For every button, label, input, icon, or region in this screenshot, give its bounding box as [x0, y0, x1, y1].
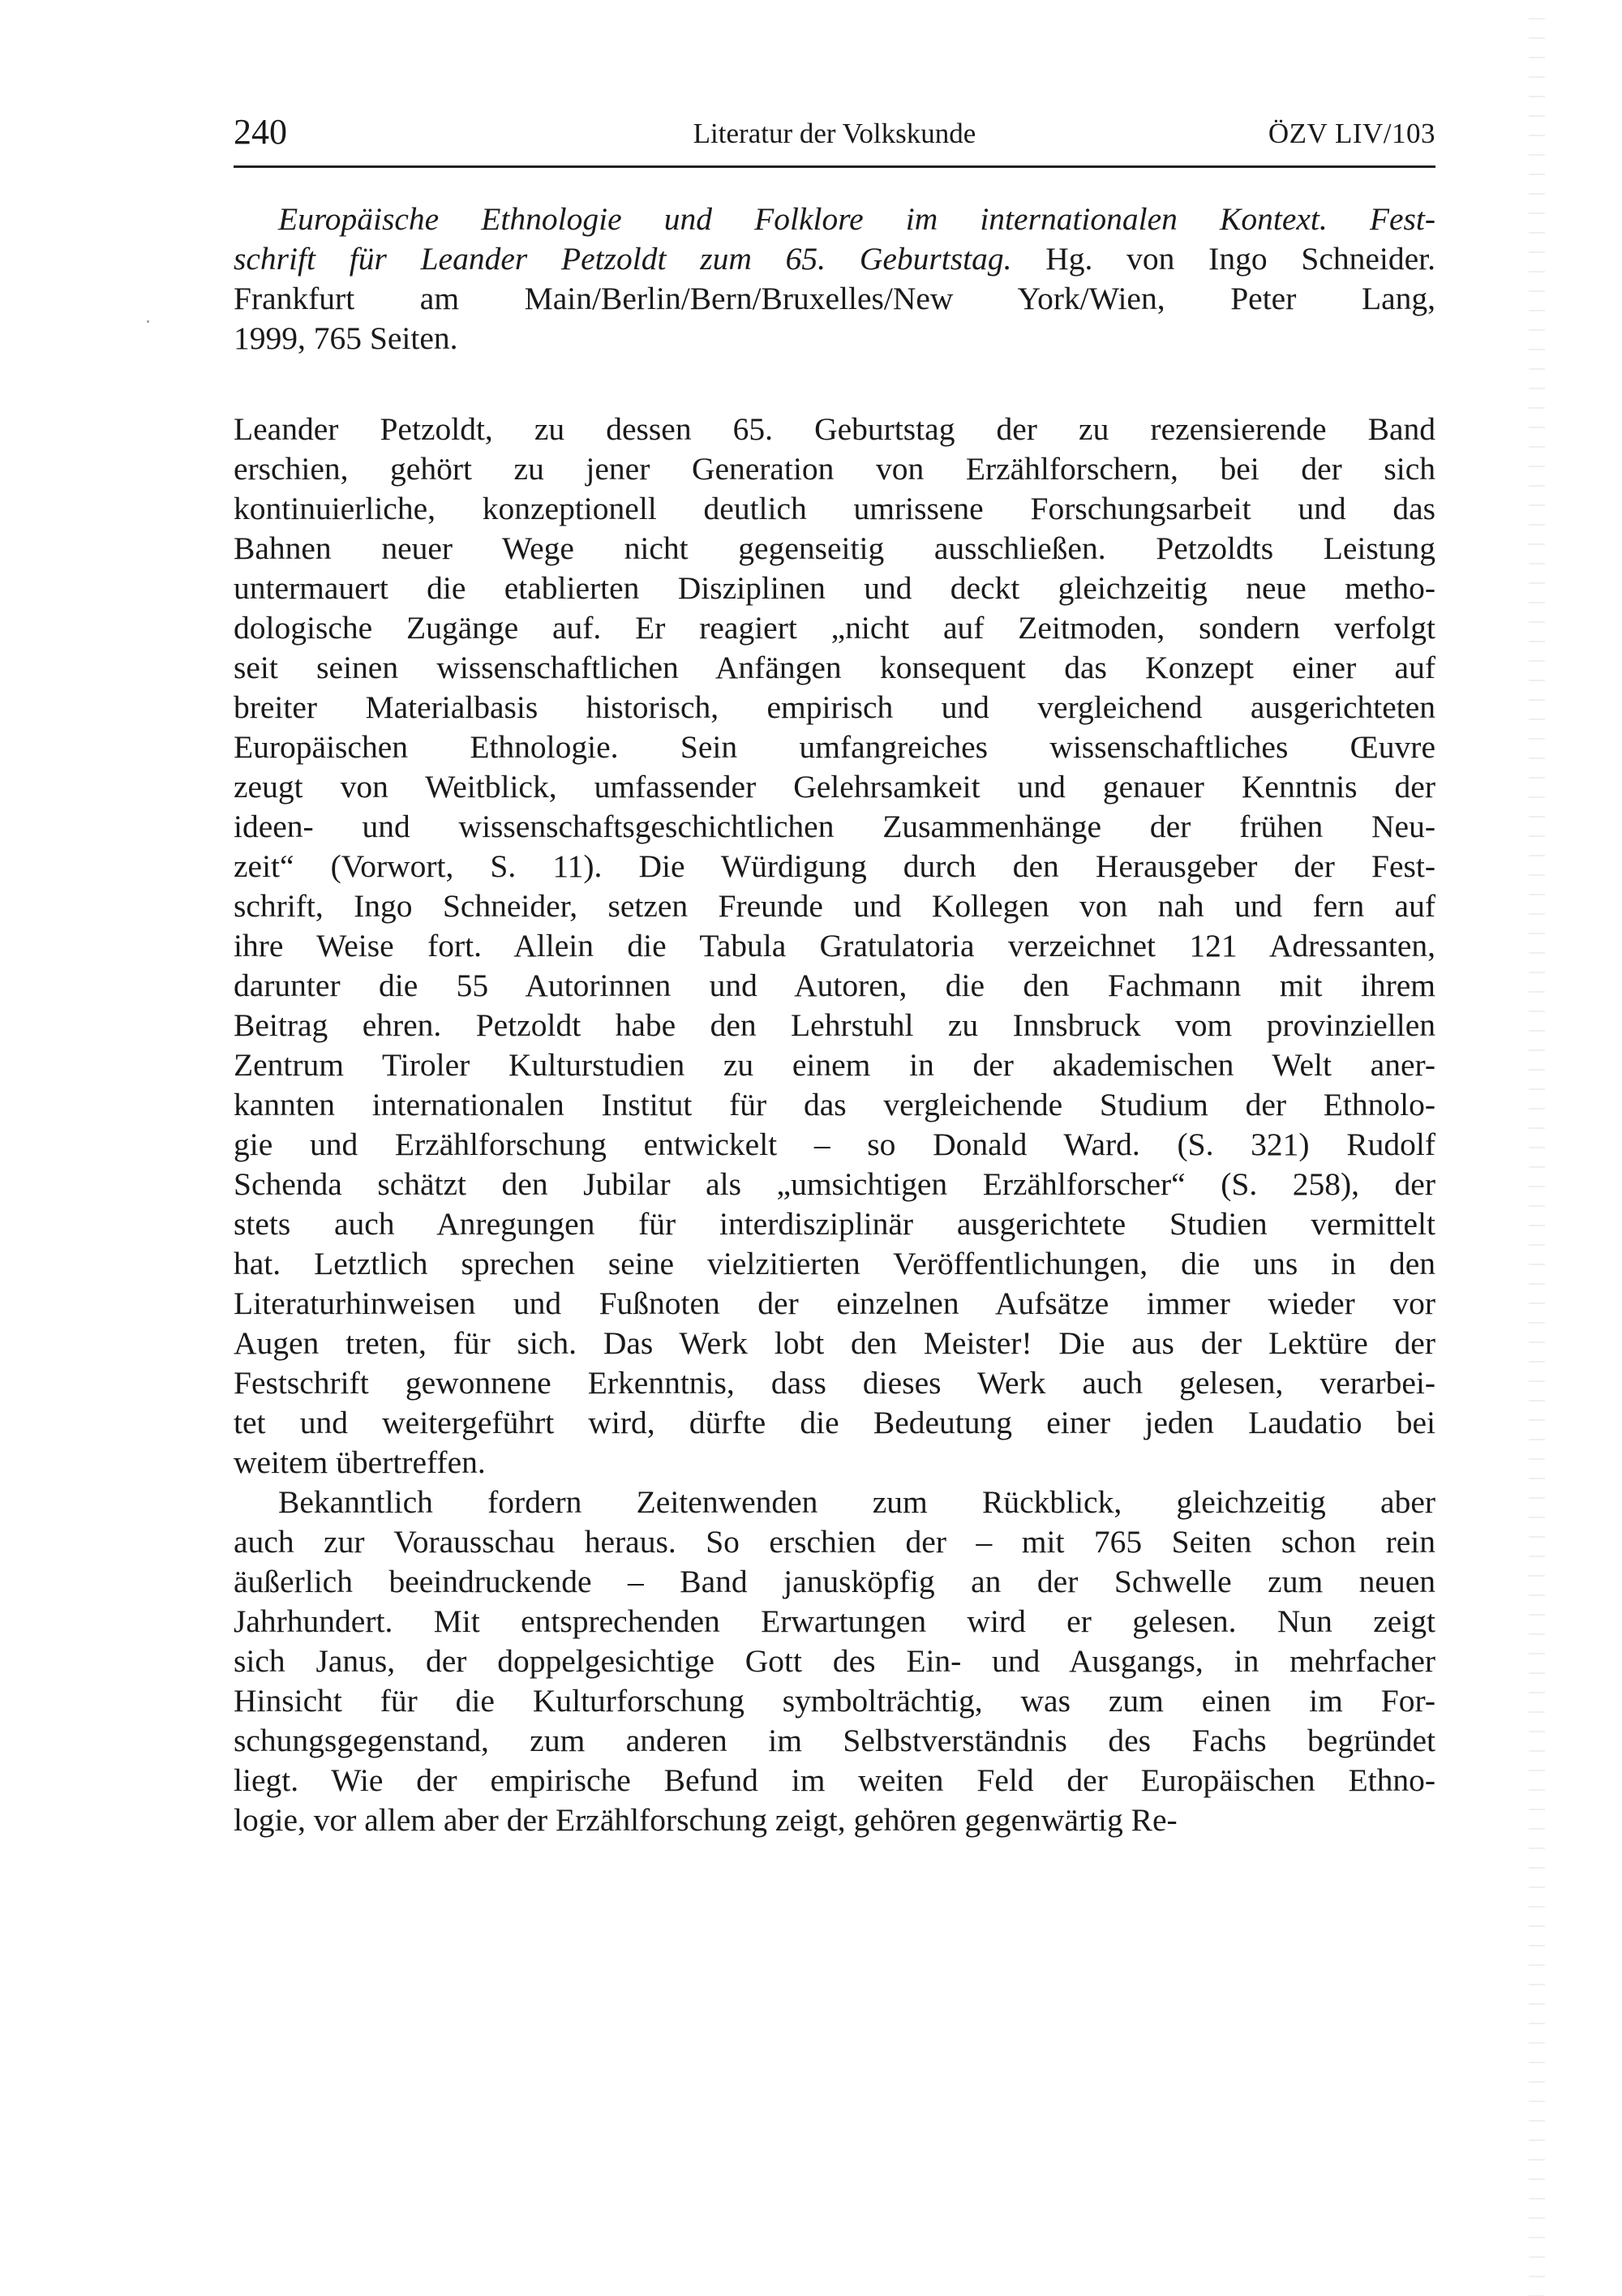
spacer	[234, 358, 1435, 410]
text-line: erschien, gehört zu jener Generation von Erzählforschern, bei der sich	[234, 451, 1435, 487]
text-line: äußerlich beeindruckende – Band janusköpfig an der Schwelle zum neuen	[234, 1564, 1435, 1599]
text-line: Europäischen Ethnologie. Sein umfangreiches wissenschaftliches Œuvre	[234, 729, 1435, 765]
text-line: weitem übertreffen.	[234, 1444, 486, 1480]
text-line: zeugt von Weitblick, umfassender Gelehrsamkeit und genauer Kenntnis der	[234, 769, 1435, 805]
text-line: Bekanntlich fordern Zeitenwenden zum Rückblick, gleichzeitig aber	[278, 1484, 1435, 1520]
text-line: gie und Erzählforschung entwickelt – so Donald Ward. (S. 321) Rudolf	[234, 1127, 1435, 1162]
text-line: hat. Letztlich sprechen seine vielzitierten Veröffentlichungen, die uns in den	[234, 1246, 1435, 1281]
scan-speck	[147, 320, 149, 323]
text-line: Zentrum Tiroler Kulturstudien zu einem in der akademischen Welt aner-	[234, 1047, 1435, 1083]
text-line: kannten internationalen Institut für das vergleichende Studium der Ethnolo-	[234, 1087, 1435, 1122]
text-line: schungsgegenstand, zum anderen im Selbstverständnis des Fachs begründet	[234, 1723, 1435, 1758]
text-line: seit seinen wissenschaftlichen Anfängen konsequent das Konzept einer auf	[234, 650, 1435, 685]
text-line: ihre Weise fort. Allein die Tabula Gratulatoria verzeichnet 121 Adressanten,	[234, 928, 1435, 963]
text-line: tet und weitergeführt wird, dürfte die Bedeutung einer jeden Laudatio bei	[234, 1405, 1435, 1440]
text-line: dologische Zugänge auf. Er reagiert „nicht auf Zeitmoden, sondern verfolgt	[234, 610, 1435, 646]
text-line: auch zur Vorausschau heraus. So erschien der – mit 765 Seiten schon rein	[234, 1524, 1435, 1560]
citation-line: Europäische Ethnologie und Folklore im internationalen Kontext. Fest-	[278, 201, 1435, 237]
text-line: Augen treten, für sich. Das Werk lobt den Meister! Die aus der Lektüre der	[234, 1325, 1435, 1361]
text-line: Schenda schätzt den Jubilar als „umsichtigen Erzählforscher“ (S. 258), der	[234, 1166, 1435, 1202]
page-number: 240	[234, 112, 287, 152]
text-line: Festschrift gewonnene Erkenntnis, dass dieses Werk auch gelesen, verarbei-	[234, 1365, 1435, 1401]
text-line: kontinuierliche, konzeptionell deutlich umrissene Forschungsarbeit und das	[234, 491, 1435, 526]
text-line: darunter die 55 Autorinnen und Autoren, die den Fachmann mit ihrem	[234, 968, 1435, 1003]
text-line: Bahnen neuer Wege nicht gegenseitig ausschließen. Petzoldts Leistung	[234, 530, 1435, 566]
text-line: schrift, Ingo Schneider, setzen Freunde und Kollegen von nah und fern auf	[234, 888, 1435, 924]
citation-line: schrift für Leander Petzoldt zum 65. Geburtstag. Hg. von Ingo Schneider.	[234, 241, 1435, 277]
text-line: Beitrag ehren. Petzoldt habe den Lehrstuhl zu Innsbruck vom provinziellen	[234, 1007, 1435, 1043]
text-line: ideen- und wissenschaftsgeschichtlichen Zusammenhänge der frühen Neu-	[234, 809, 1435, 844]
journal-reference: ÖZV LIV/103	[1268, 118, 1435, 149]
text-line: Leander Petzoldt, zu dessen 65. Geburtstag der zu rezensierende Band	[234, 411, 1435, 447]
citation-block	[234, 200, 1435, 358]
scan-edge-marks	[1529, 0, 1545, 2296]
text-line: logie, vor allem aber der Erzählforschung zeigt, gehören gegenwärtig Re-	[234, 1802, 1178, 1838]
text-line: Hinsicht für die Kulturforschung symbolträchtig, was zum einen im For-	[234, 1683, 1435, 1719]
citation-line: Frankfurt am Main/Berlin/Bern/Bruxelles/New York/Wien, Peter Lang,	[234, 281, 1435, 316]
text-line: zeit“ (Vorwort, S. 11). Die Würdigung durch den Herausgeber der Fest-	[234, 848, 1435, 884]
header-rule	[234, 165, 1435, 168]
paragraph	[234, 410, 1435, 1483]
text-line: breiter Materialbasis historisch, empirisch und vergleichend ausgerichteten	[234, 689, 1435, 725]
running-title: Literatur der Volkskunde	[693, 118, 976, 149]
text-line: untermauert die etablierten Disziplinen und deckt gleichzeitig neue metho-	[234, 570, 1435, 606]
text-line: liegt. Wie der empirische Befund im weiten Feld der Europäischen Ethno-	[234, 1762, 1435, 1798]
paragraphs	[234, 410, 1435, 1840]
citation-line: 1999, 765 Seiten.	[234, 320, 458, 356]
paragraph	[234, 1483, 1435, 1840]
page-header	[234, 112, 1435, 152]
article-body	[234, 200, 1435, 1840]
text-line: Literaturhinweisen und Fußnoten der einzelnen Aufsätze immer wieder vor	[234, 1285, 1435, 1321]
text-line: stets auch Anregungen für interdisziplinär ausgerichtete Studien vermittelt	[234, 1206, 1435, 1242]
text-line: sich Janus, der doppelgesichtige Gott des Ein- und Ausgangs, in mehrfacher	[234, 1643, 1435, 1679]
text-line: Jahrhundert. Mit entsprechenden Erwartungen wird er gelesen. Nun zeigt	[234, 1603, 1435, 1639]
